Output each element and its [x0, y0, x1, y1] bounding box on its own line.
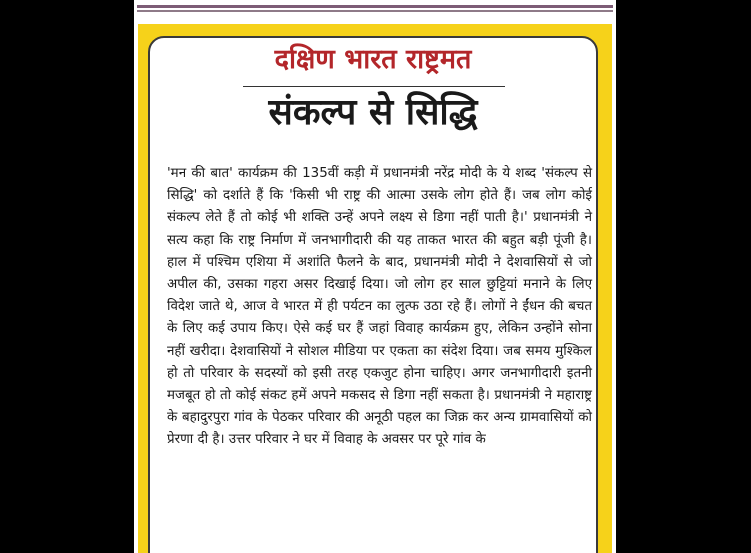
top-rule-secondary: [137, 10, 613, 12]
masthead-divider: [243, 86, 505, 87]
article-body: 'मन की बात' कार्यक्रम की 135वीं कड़ी में प्रधानमंत्री नरेंद्र मोदी के ये शब्द 'संकल्प से सिद्धि' को दर्शाते हैं कि 'किसी भी राष्ट्र की आत्मा उसके लोग होते हैं। जब लोग कोई संकल्प लेते हैं तो कोई भी शक्ति उन्हें अपने लक्ष्य से डिगा नहीं पाती है।' प्रधानमंत्री ने सत्य कहा कि राष्ट्र निर्माण में जनभागीदारी की यह ताकत भारत की बहुत बड़ी पूंजी है। हाल में पश्चिम एशिया में अशांति फैलने के बाद, प्रधानमंत्री मोदी ने देशवासियों से जो अपील की, उसका गहरा असर दिखाई दिया। जो लोग हर साल छुट्टियां मनाने के लिए विदेश जाते थे, आज वे भारत में ही पर्यटन का लुत्फ उठा रहे हैं। लोगों ने ईंधन की बचत के लिए कई उपाय किए। ऐसे कई घर हैं जहां विवाह कार्यक्रम हुए, लेकिन उन्होंने सोना नहीं खरीदा। देशवासियों ने सोशल मीडिया पर एकता का संदेश दिया। जब समय मुश्किल हो तो परिवार के सदस्यों को इसी तरह एकजुट होना चाहिए। अगर जनभागीदारी इतनी मजबूत हो तो कोई संकट हमें अपने मकसद से डिगा नहीं सकता है। प्रधानमंत्री ने महाराष्ट्र के बहादुरपुरा गांव के पेठकर परिवार की अनूठी पहल का जिक्र कर अन्य ग्रामवासियों को प्रेरणा दी है। उत्तर परिवार ने घर में विवाह के अवसर पर पूरे गांव के: [167, 166, 592, 448]
top-rule: [137, 5, 613, 8]
newspaper-page: [134, 0, 616, 553]
editorial-frame: [138, 24, 612, 553]
masthead-title: दक्षिण भारत राष्ट्रमत: [274, 44, 472, 75]
headline: संकल्प से सिद्धि: [268, 92, 478, 133]
editorial-card: [148, 36, 598, 553]
